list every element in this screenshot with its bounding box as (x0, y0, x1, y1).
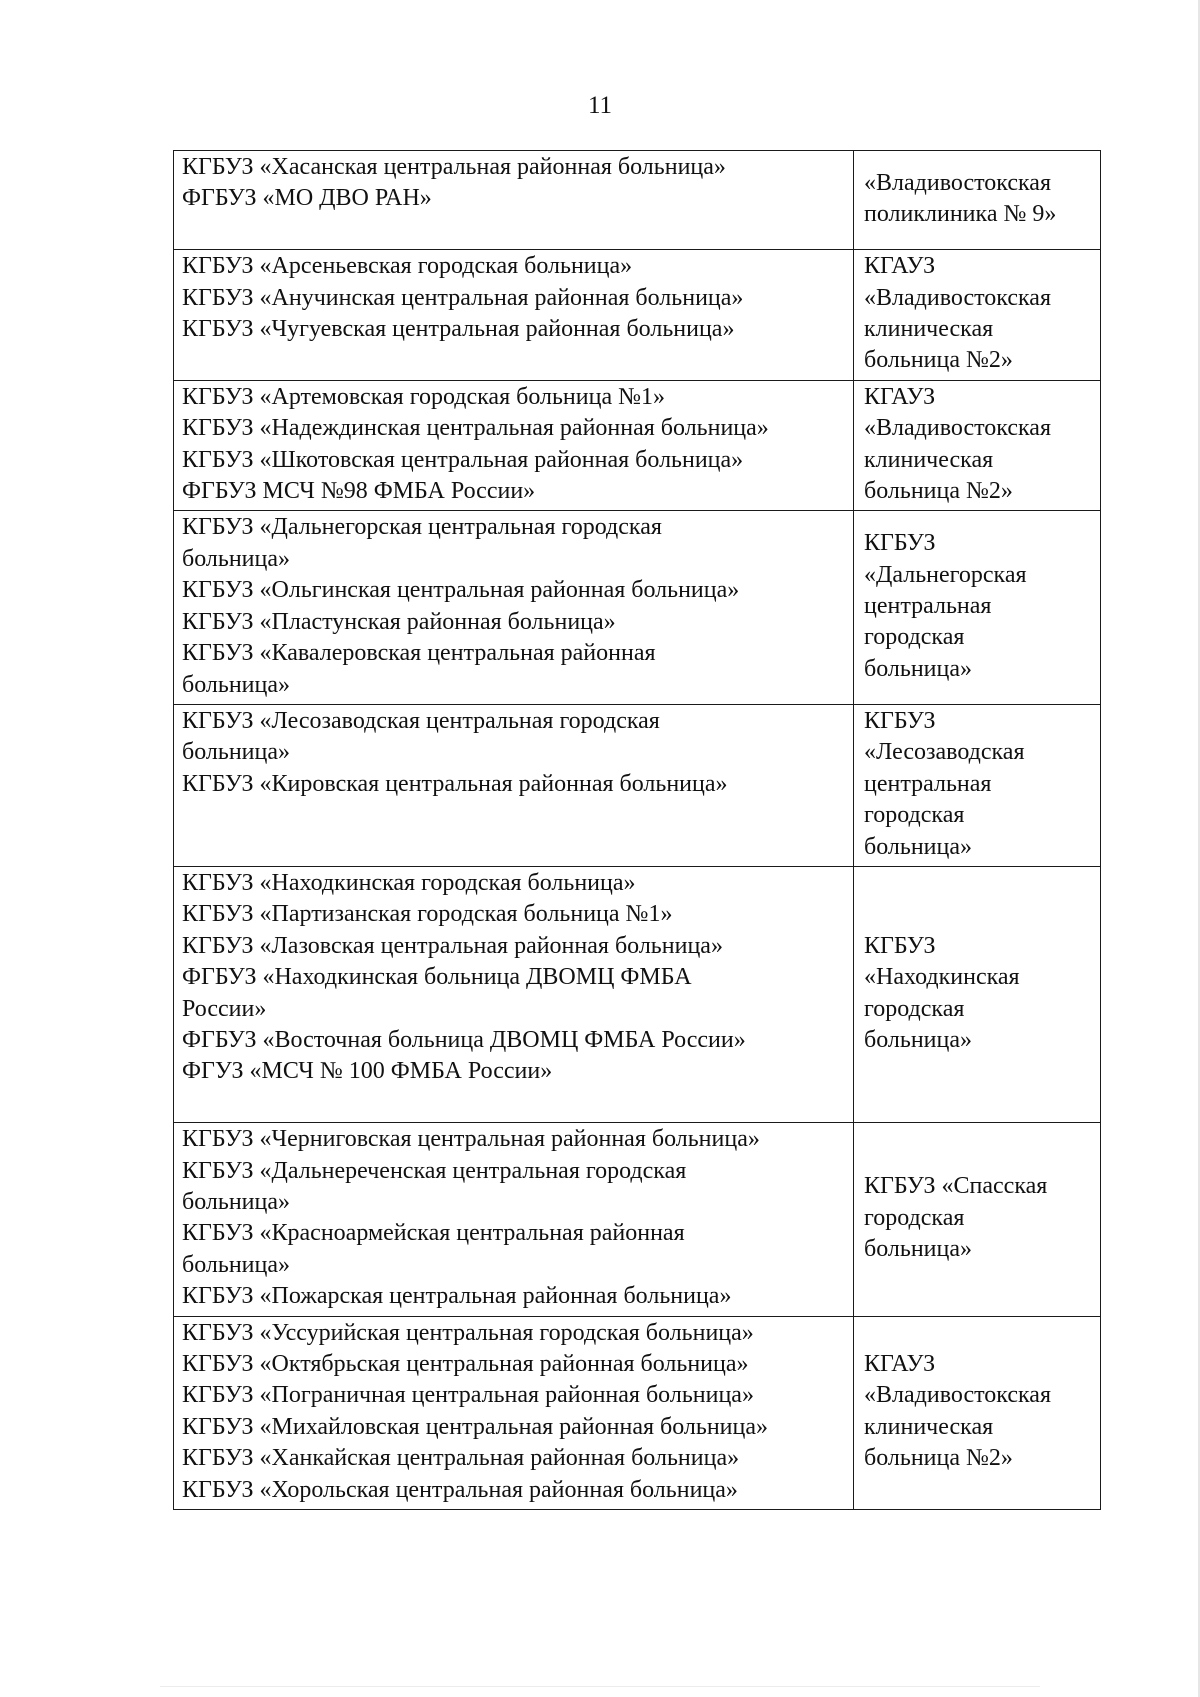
scan-footer-line (160, 1686, 1040, 1687)
source-line: КГБУЗ «Шкотовская центральная районная больница» (182, 446, 744, 473)
source-line: КГБУЗ «Чугуевская центральная районная больница» (182, 316, 735, 343)
source-line: КГБУЗ «Артемовская городская больница №1» (182, 383, 665, 410)
source-line (182, 215, 847, 246)
source-line: КГБУЗ «Дальнереченская центральная городская (182, 1157, 687, 1184)
source-line: КГБУЗ «Черниговская центральная районная больница» (182, 1126, 760, 1153)
table-row (174, 511, 1101, 704)
destination-line: «Находкинская (864, 964, 1020, 991)
destination-line: больница» (864, 833, 972, 860)
destination-cell (854, 151, 1101, 250)
source-line: КГБУЗ «Пластунская районная больница» (182, 608, 616, 635)
destination-line: КГАУЗ (864, 1351, 936, 1378)
source-cell (174, 151, 854, 250)
source-line: больница» (182, 739, 290, 766)
source-line: больница» (182, 1189, 290, 1215)
table-row (174, 151, 1101, 250)
source-line: КГБУЗ «Партизанская городская больница №1» (182, 901, 673, 928)
destination-line: «Владивостокская (864, 169, 1051, 196)
destination-line: «Лесозаводская (864, 739, 1025, 766)
table-row (174, 380, 1101, 511)
source-line: КГБУЗ «Уссурийская центральная городская больница» (182, 1319, 754, 1346)
source-line: больница» (182, 671, 290, 698)
source-line: КГБУЗ «Анучинская центральная районная больница» (182, 284, 744, 311)
destination-line: центральная (864, 770, 992, 797)
destination-line: городская (864, 995, 965, 1022)
source-line: КГБУЗ «Кировская центральная районная больница» (182, 770, 728, 797)
source-cell (174, 866, 854, 1122)
destination-line: КГБУЗ (864, 530, 936, 557)
source-line: ФГУЗ «МСЧ № 100 ФМБА России» (182, 1058, 553, 1085)
source-cell (174, 250, 854, 381)
source-cell (174, 1316, 854, 1509)
destination-cell (854, 250, 1101, 381)
source-line: КГБУЗ «Октябрьская центральная районная больница» (182, 1351, 749, 1378)
destination-line: клиническая (864, 446, 994, 473)
destination-line: городская (864, 624, 965, 651)
source-line: КГБУЗ «Дальнегорская центральная городская (182, 514, 662, 541)
source-line: больница» (182, 1251, 290, 1278)
source-line: ФГБУЗ МСЧ №98 ФМБА России» (182, 478, 536, 505)
source-cell (174, 511, 854, 704)
source-line: КГБУЗ «Пограничная центральная районная больница» (182, 1382, 754, 1409)
table-row (174, 1316, 1101, 1509)
source-line (182, 1088, 847, 1119)
table-row (174, 1123, 1101, 1316)
source-line: КГБУЗ «Арсеньевская городская больница» (182, 253, 633, 280)
source-line: КГБУЗ «Красноармейская центральная районная (182, 1220, 685, 1247)
destination-line: больница» (864, 1026, 972, 1053)
source-cell (174, 380, 854, 511)
source-cell (174, 704, 854, 866)
destination-line: КГАУЗ (864, 253, 936, 280)
source-line: КГБУЗ «Михайловская центральная районная больница» (182, 1413, 769, 1440)
destination-line: клиническая (864, 1413, 994, 1440)
source-line: КГБУЗ «Лазовская центральная районная больница» (182, 932, 723, 959)
destination-line: «Дальнегорская (864, 561, 1027, 588)
source-cell (174, 1123, 854, 1316)
destination-cell (854, 1316, 1101, 1509)
destination-cell (854, 704, 1101, 866)
destination-line: КГБУЗ (864, 932, 936, 959)
table-row (174, 866, 1101, 1122)
hospital-routing-table (173, 150, 1101, 1510)
destination-line: поликлиника № 9» (864, 201, 1057, 228)
source-line: КГБУЗ «Надеждинская центральная районная больница» (182, 415, 769, 442)
source-line: КГБУЗ «Лесозаводская центральная городская (182, 707, 660, 734)
page-number: 11 (587, 92, 613, 119)
source-line: КГБУЗ «Ольгинская центральная районная больница» (182, 577, 740, 604)
destination-line: городская (864, 1204, 965, 1231)
destination-line: КГБУЗ (864, 707, 936, 734)
table-row (174, 250, 1101, 381)
destination-line: городская (864, 802, 965, 829)
source-line: ФГБУЗ «МО ДВО РАН» (182, 185, 432, 212)
destination-cell (854, 1123, 1101, 1316)
source-line: КГБУЗ «Хорольская центральная районная больница» (182, 1476, 738, 1503)
destination-cell (854, 866, 1101, 1122)
source-line: больница» (182, 545, 290, 572)
source-line: КГБУЗ «Находкинская городская больница» (182, 869, 636, 896)
destination-line: больница №2» (864, 347, 1013, 374)
source-line: ФГБУЗ «Находкинская больница ДВОМЦ ФМБА (182, 964, 692, 991)
destination-cell (854, 511, 1101, 704)
destination-line: больница» (864, 655, 972, 682)
destination-line: больница №2» (864, 1445, 1013, 1472)
table-row (174, 704, 1101, 866)
destination-line: больница №2» (864, 478, 1013, 505)
destination-line: «Владивостокская (864, 415, 1051, 442)
source-line: КГБУЗ «Ханкайская центральная районная больница» (182, 1445, 740, 1472)
destination-line: клиническая (864, 316, 994, 343)
destination-line: «Владивостокская (864, 1382, 1051, 1409)
destination-line: «Владивостокская (864, 284, 1051, 311)
source-line: ФГБУЗ «Восточная больница ДВОМЦ ФМБА России» (182, 1026, 746, 1053)
destination-cell (854, 380, 1101, 511)
source-line: КГБУЗ «Кавалеровская центральная районная (182, 640, 656, 667)
destination-line: КГБУЗ «Спасская (864, 1173, 1048, 1200)
destination-line: центральная (864, 592, 992, 619)
source-line: КГБУЗ «Хасанская центральная районная больница» (182, 154, 726, 180)
source-line: КГБУЗ «Пожарская центральная районная больница» (182, 1283, 732, 1310)
destination-line: больница» (864, 1236, 972, 1263)
source-line: России» (182, 995, 267, 1022)
destination-line: КГАУЗ (864, 383, 936, 410)
